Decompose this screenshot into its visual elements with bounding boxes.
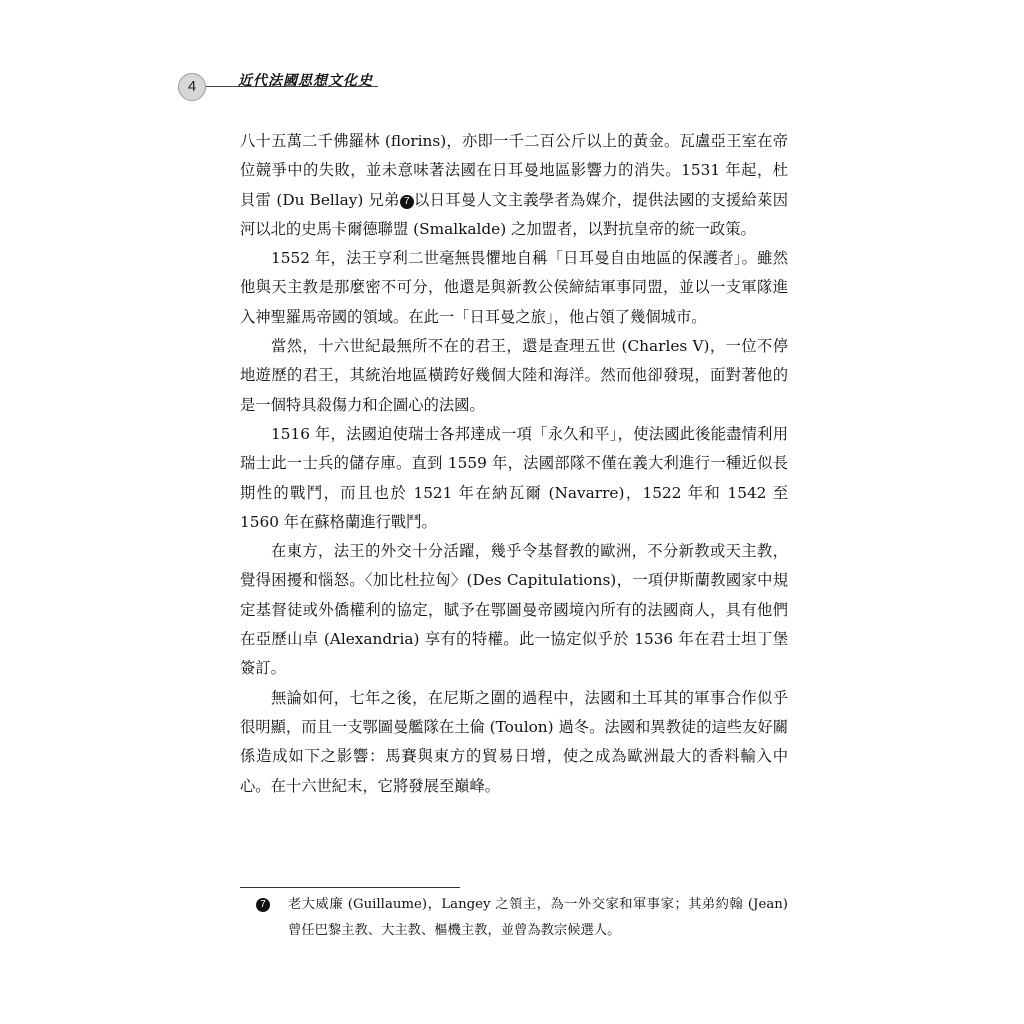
paragraph-4: 1516 年，法國迫使瑞士各邦達成一項「永久和平」，使法國此後能盡情利用瑞士此一士兵的儲存庫。直到 1559 年，法國部隊不僅在義大利進行一種近似長期性的戰鬥，而且也於 1521 年在納瓦爾 (Navarre)，1522 年和 1542 至 1560 年在蘇格蘭進行戰鬥。 <box>240 424 788 531</box>
page-number: 4 <box>178 73 206 101</box>
book-title: 近代法國思想文化史 <box>238 73 373 89</box>
paragraph-2: 1552 年，法王亨利二世毫無畏懼地自稱「日耳曼自由地區的保護者」。雖然他與天主教是那麼密不可分，他還是與新教公侯締結軍事同盟，並以一支軍隊進入神聖羅馬帝國的領域。在此一「日耳曼之旅」，他占領了幾個城市。 <box>240 249 788 326</box>
footnote-marker: 7 <box>256 898 270 912</box>
paragraph-1-text-a: 八十五萬二千佛羅林 (florins)，亦即一千二百公斤以上的黃金。瓦盧亞王室在帝位競爭中的失敗，並未意味著法國在日耳曼地區影響力的消失。1531 年起，杜貝雷 (Du Bellay) 兄弟 <box>240 132 788 209</box>
paragraph-1-text-b: 以日耳曼人文主義學者為媒介，提供法國的支援給萊因河以北的史馬卡爾德聯盟 (Smalkalde) 之加盟者，以對抗皇帝的統一政策。 <box>240 190 788 238</box>
body-text <box>240 127 788 801</box>
paragraph-5: 在東方，法王的外交十分活躍，幾乎令基督教的歐洲，不分新教或天主教，覺得困擾和惱怒。〈加比杜拉匈〉(Des Capitulations)，一項伊斯蘭教國家中規定基督徒或外僑權利的協定，賦予在鄂圖曼帝國境內所有的法國商人，具有他們在亞歷山卓 (Alexandria) 享有的特權。此一協定似乎於 1536 年在君士坦丁堡簽訂。 <box>240 542 788 678</box>
paragraph-6: 無論如何，七年之後，在尼斯之圍的過程中，法國和土耳其的軍事合作似乎很明顯，而且一支鄂圖曼艦隊在土倫 (Toulon) 過冬。法國和異教徒的這些友好關係造成如下之影響：馬賽與東方的貿易日增，使之成為歐洲最大的香料輸入中心。在十六世紀末，它將發展至巔峰。 <box>240 688 788 795</box>
footnote-rule <box>240 887 460 888</box>
paragraph-1 <box>240 127 788 244</box>
footnote <box>256 892 788 944</box>
paragraph-3: 當然，十六世紀最無所不在的君王，還是查理五世 (Charles V)，一位不停地遊歷的君王，其統治地區橫跨好幾個大陸和海洋。然而他卻發現，面對著他的是一個特具殺傷力和企圖心的法國。 <box>240 337 788 414</box>
running-header <box>176 70 476 106</box>
footnote-text: 老大威廉 (Guillaume)，Langey 之領主，為一外交家和軍事家；其弟約翰 (Jean) 曾任巴黎主教、大主教、樞機主教，並曾為教宗候選人。 <box>288 897 788 938</box>
footnote-reference-marker: 7 <box>400 195 414 209</box>
